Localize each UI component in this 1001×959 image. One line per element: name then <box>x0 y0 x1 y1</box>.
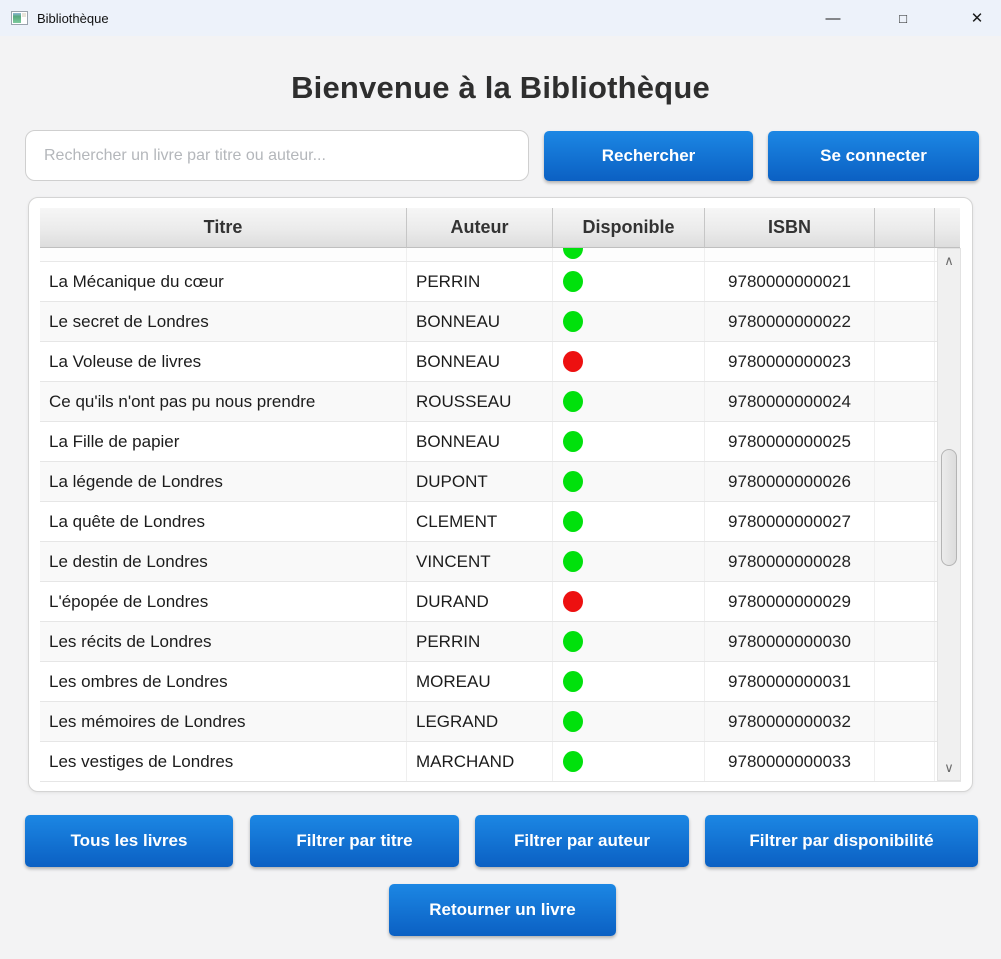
table-row[interactable] <box>40 542 961 582</box>
filter-title-button[interactable]: Filtrer par titre <box>250 815 459 867</box>
return-book-button[interactable]: Retourner un livre <box>389 884 616 936</box>
availability-dot <box>563 511 583 532</box>
availability-dot <box>563 631 583 652</box>
cell-auteur: BONNEAU <box>407 422 553 461</box>
table-row[interactable] <box>40 382 961 422</box>
cell-titre: La Fille de papier <box>40 422 407 461</box>
cell-auteur: MOREAU <box>407 662 553 701</box>
close-icon[interactable]: ✕ <box>954 0 1000 36</box>
cell-isbn: 9780000000025 <box>705 422 875 461</box>
cell-isbn: 9780000000031 <box>705 662 875 701</box>
cell-extra <box>875 502 935 541</box>
cell-titre: Les ombres de Londres <box>40 662 407 701</box>
books-table-panel <box>28 197 973 792</box>
cell-disponible <box>553 622 705 661</box>
column-header-auteur[interactable]: Auteur <box>407 208 553 248</box>
table-row[interactable] <box>40 302 961 342</box>
partial-table-row[interactable] <box>40 248 961 262</box>
cell-titre: Le destin de Londres <box>40 542 407 581</box>
scroll-up-icon[interactable]: ∧ <box>944 253 954 268</box>
maximize-icon[interactable]: □ <box>880 0 926 36</box>
cell-disponible <box>553 302 705 341</box>
availability-dot <box>563 391 583 412</box>
table-row[interactable] <box>40 342 961 382</box>
cell-extra <box>875 622 935 661</box>
cell-titre: La légende de Londres <box>40 462 407 501</box>
window-title: Bibliothèque <box>37 10 109 26</box>
table-row[interactable] <box>40 662 961 702</box>
cell-isbn: 9780000000033 <box>705 742 875 781</box>
cell-auteur: PERRIN <box>407 622 553 661</box>
availability-dot <box>563 751 583 772</box>
availability-dot <box>563 248 583 259</box>
table-row[interactable] <box>40 502 961 542</box>
cell-disponible <box>553 662 705 701</box>
cell-isbn: 9780000000030 <box>705 622 875 661</box>
cell-extra <box>875 262 935 301</box>
cell-disponible <box>553 422 705 461</box>
all-books-button[interactable]: Tous les livres <box>25 815 233 867</box>
table-row[interactable] <box>40 462 961 502</box>
availability-dot <box>563 551 583 572</box>
column-header-disponible[interactable]: Disponible <box>553 208 705 248</box>
cell-isbn: 9780000000023 <box>705 342 875 381</box>
login-button[interactable]: Se connecter <box>768 131 979 181</box>
table-row[interactable] <box>40 262 961 302</box>
availability-dot <box>563 471 583 492</box>
cell-extra <box>875 422 935 461</box>
cell-titre: Le secret de Londres <box>40 302 407 341</box>
cell-extra <box>875 742 935 781</box>
cell-disponible <box>553 382 705 421</box>
availability-dot <box>563 431 583 452</box>
column-header-filler <box>935 208 960 248</box>
filter-availability-button[interactable]: Filtrer par disponibilité <box>705 815 978 867</box>
cell-auteur: PERRIN <box>407 262 553 301</box>
scroll-down-icon[interactable]: ∨ <box>944 760 954 775</box>
cell-titre: Les récits de Londres <box>40 622 407 661</box>
table-row[interactable] <box>40 582 961 622</box>
cell-extra <box>875 302 935 341</box>
cell-auteur: ROUSSEAU <box>407 382 553 421</box>
cell-titre: La quête de Londres <box>40 502 407 541</box>
availability-dot <box>563 711 583 732</box>
cell-disponible <box>553 502 705 541</box>
cell-auteur: VINCENT <box>407 542 553 581</box>
cell-extra <box>875 382 935 421</box>
table-header <box>40 208 961 248</box>
cell-titre: Les mémoires de Londres <box>40 702 407 741</box>
minimize-icon[interactable]: — <box>810 0 856 36</box>
cell-disponible <box>553 462 705 501</box>
cell-titre: L'épopée de Londres <box>40 582 407 621</box>
column-header-titre[interactable]: Titre <box>40 208 407 248</box>
availability-dot <box>563 311 583 332</box>
cell-isbn: 9780000000029 <box>705 582 875 621</box>
vertical-scrollbar[interactable] <box>937 248 961 781</box>
cell-auteur: BONNEAU <box>407 302 553 341</box>
availability-dot <box>563 351 583 372</box>
filter-author-button[interactable]: Filtrer par auteur <box>475 815 689 867</box>
table-body <box>40 262 961 782</box>
availability-dot <box>563 591 583 612</box>
cell-isbn: 9780000000022 <box>705 302 875 341</box>
cell-isbn: 9780000000021 <box>705 262 875 301</box>
cell-auteur: DURAND <box>407 582 553 621</box>
cell-titre: La Mécanique du cœur <box>40 262 407 301</box>
cell-auteur: DUPONT <box>407 462 553 501</box>
cell-isbn: 9780000000024 <box>705 382 875 421</box>
cell-disponible <box>553 702 705 741</box>
cell-disponible <box>553 742 705 781</box>
availability-dot <box>563 671 583 692</box>
cell-extra <box>875 702 935 741</box>
cell-titre: La Voleuse de livres <box>40 342 407 381</box>
column-header-extra[interactable] <box>875 208 935 248</box>
page-title: Bienvenue à la Bibliothèque <box>291 70 710 105</box>
cell-isbn: 9780000000026 <box>705 462 875 501</box>
table-row[interactable] <box>40 702 961 742</box>
availability-dot <box>563 271 583 292</box>
table-row[interactable] <box>40 622 961 662</box>
cell-auteur: CLEMENT <box>407 502 553 541</box>
cell-auteur: MARCHAND <box>407 742 553 781</box>
cell-auteur: LEGRAND <box>407 702 553 741</box>
app-icon <box>11 11 28 25</box>
cell-auteur: BONNEAU <box>407 342 553 381</box>
cell-titre: Ce qu'ils n'ont pas pu nous prendre <box>40 382 407 421</box>
cell-extra <box>875 582 935 621</box>
cell-extra <box>875 542 935 581</box>
cell-disponible <box>553 262 705 301</box>
search-input[interactable] <box>25 130 529 181</box>
cell-extra <box>875 342 935 381</box>
cell-isbn: 9780000000028 <box>705 542 875 581</box>
search-button[interactable]: Rechercher <box>544 131 753 181</box>
column-header-isbn[interactable]: ISBN <box>705 208 875 248</box>
cell-isbn: 9780000000032 <box>705 702 875 741</box>
cell-disponible <box>553 542 705 581</box>
scrollbar-thumb[interactable] <box>941 449 957 566</box>
table-row[interactable] <box>40 422 961 462</box>
cell-extra <box>875 662 935 701</box>
cell-titre: Les vestiges de Londres <box>40 742 407 781</box>
cell-extra <box>875 462 935 501</box>
table-row[interactable] <box>40 742 961 782</box>
cell-isbn: 9780000000027 <box>705 502 875 541</box>
cell-disponible <box>553 342 705 381</box>
title-bar <box>0 0 1001 36</box>
cell-disponible <box>553 582 705 621</box>
